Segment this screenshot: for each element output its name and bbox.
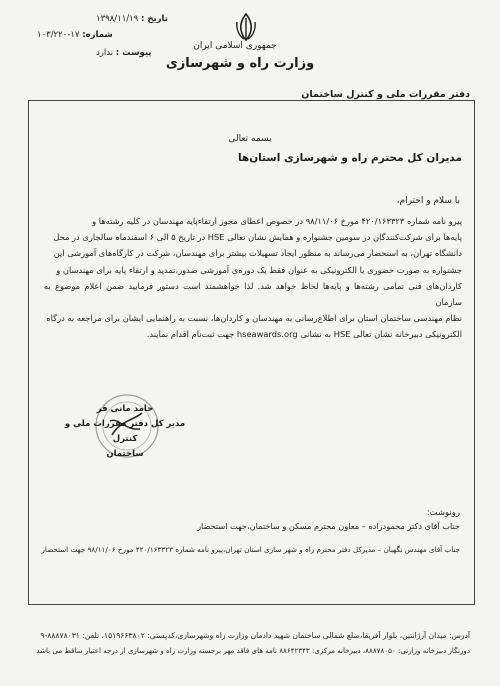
cc-line: جناب آقای دکتر محمودزاده – معاون محترم مسکن و ساختمان،جهت استحضار [197,521,460,531]
date-value: ۱۳۹۸/۱۱/۱۹ [96,14,139,24]
signer-title-2: ساختمان [106,449,144,459]
cc-title: رونوشت: [426,508,460,518]
number-field [37,30,113,40]
body-line: دانشگاه تهران، به استحضار می‌رساند به منظور ایجاد تسهیلات بیشتر برای مهندسان، شرکت در کارگاه‌های آموزشی این [53,248,462,259]
footer-address: آدرس: میدان آرژانتین، بلوار آفریقا،ضلع شمالی ساختمان شهید دادمان وزارت راه وشهرسازی،کدپستی: ۱۵۱۹۶۶۳۸۰۲، تلفن: ۸۸۸۷۸۰۳۱-۹ [40,631,470,640]
body-line: جشنواره به صورت حضوری یا الکترونیکی به عنوان فقط یک دوره‌ی آموزشی صدور،تمدید و ارتقاء پایه برای مهندسان و [56,264,462,275]
ministry-title: وزارت راه و شهرسازی [165,56,315,71]
signature-block [60,402,190,462]
date-label: تاریخ : [140,14,168,24]
date-field [96,14,168,24]
attachment-label: پیوست : [115,48,152,58]
greeting: با سلام و احترام، [396,196,460,206]
body-line: پیرو نامه شماره ۴۲۰/۱۶۳۳۲۳ مورخ ۹۸/۱۱/۰۶ در خصوص اعطای مجوز ارتقاءپایه مهندسان در کلیه رشته‌ها و [92,216,462,226]
signer-title: مدیر کل دفتر مقررات ملی و کنترل [64,419,186,444]
footer-contact: دورنگار دبیرخانه وزارتی: ۸۸۸۷۸۰۵۰، دبیرخانه مرکزی: ۸۸۶۴۲۳۴۳ نامه های فاقد مهر برجسته وزارت راه و شهرسازی از درجه اعتبار ساقط می باشد [36,646,470,655]
attachment-field [96,48,152,58]
body-line: نظام مهندسی ساختمان استان برای اطلاع‌رسانی به مهندسان و کاردان‌ها، نسبت به راهنمایی ایشان برای مراجعه به درگاه [46,313,462,324]
number-value: ۱۷-۱۰۳/۲۲۰ [37,30,80,40]
body-line: الکترونیکی دبیرخانه نشان تعالی HSE به نشانی hseawards.org جهت ثبت‌نام اقدام نمایند. [146,329,462,340]
iran-emblem-icon [232,12,260,42]
signer-name: حامد مانی فر [96,404,154,414]
cc-line: جناب آقای مهندس نگهبان – مدیرکل دفتر محترم راه و شهر سازی استان تهران،پیرو نامه شماره ۴۲۰/۱۶۳۳۲۳ مورخ ۹۸/۱۱/۰۶ جهت استحضار [41,545,460,554]
body-line: کاردان‌های فنی تمامی رشته‌ها و پایه‌ها لحاظ خواهد شد. لذا خواهشمند است دستور فرمایید ضمن اعلام موضوع به سازمان [44,280,462,308]
addressee: مدیران کل محترم راه و شهرسازی استان‌ها [237,152,462,164]
letter-body [44,213,462,343]
bismillah: بسمه تعالی [228,134,272,144]
number-label: شماره: [82,30,113,40]
attachment-value: ندارد [96,48,114,58]
republic-title: جمهوری اسلامی ایران [193,41,277,51]
body-line: پایه‌ها برای شرکت‌کنندگان در سومین جشنواره و همایش نشان تعالی HSE در تاریخ ۵ الی ۶ اسفندماه سالجاری در محل [53,232,462,243]
office-title: دفتر مقررات ملی و کنترل ساختمان [301,89,470,100]
